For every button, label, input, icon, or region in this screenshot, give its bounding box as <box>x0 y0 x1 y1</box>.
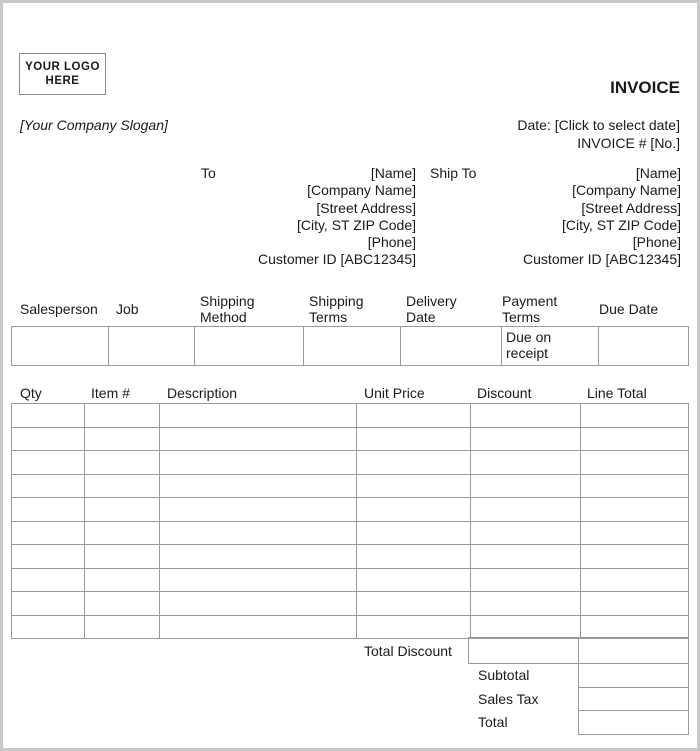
item-cell[interactable] <box>85 521 160 545</box>
due-date-cell[interactable] <box>599 327 689 366</box>
bill-to-street[interactable]: [Street Address] <box>316 199 416 216</box>
description-cell[interactable] <box>160 592 357 616</box>
table-row <box>12 427 689 451</box>
unit-price-cell[interactable] <box>357 404 471 428</box>
bill-to-customer-id[interactable]: Customer ID [ABC12345] <box>258 251 416 268</box>
discount-cell[interactable] <box>471 545 581 569</box>
table-row <box>12 521 689 545</box>
qty-cell[interactable] <box>12 427 85 451</box>
delivery-date-cell[interactable] <box>401 327 502 366</box>
item-cell[interactable] <box>85 568 160 592</box>
qty-cell[interactable] <box>12 568 85 592</box>
table-row <box>12 451 689 475</box>
header-salesperson: Salesperson <box>20 301 98 317</box>
total-discount-label: Total Discount <box>364 643 452 659</box>
qty-cell[interactable] <box>12 545 85 569</box>
discount-cell[interactable] <box>471 427 581 451</box>
line-total-cell[interactable] <box>581 592 689 616</box>
payment-terms-cell[interactable] <box>502 327 599 366</box>
description-cell[interactable] <box>160 615 357 639</box>
description-cell[interactable] <box>160 427 357 451</box>
item-cell[interactable] <box>85 427 160 451</box>
ship-to-name[interactable]: [Name] <box>635 165 681 181</box>
discount-cell[interactable] <box>471 451 581 475</box>
bill-to-phone[interactable]: [Phone] <box>367 234 416 251</box>
discount-cell[interactable] <box>471 615 581 639</box>
qty-cell[interactable] <box>12 451 85 475</box>
description-cell[interactable] <box>160 568 357 592</box>
ship-to-street[interactable]: [Street Address] <box>581 199 681 216</box>
unit-price-cell[interactable] <box>357 427 471 451</box>
salesperson-cell[interactable] <box>12 327 109 366</box>
item-cell[interactable] <box>85 498 160 522</box>
bill-to-label: To <box>201 165 216 181</box>
unit-price-cell[interactable] <box>357 451 471 475</box>
header-line-total: Line Total <box>587 385 647 401</box>
discount-cell[interactable] <box>471 568 581 592</box>
description-cell[interactable] <box>160 521 357 545</box>
subtotal-label: Subtotal <box>478 667 530 683</box>
line-total-cell[interactable] <box>581 498 689 522</box>
table-row <box>12 474 689 498</box>
sales-tax-label: Sales Tax <box>478 691 539 707</box>
shipping-terms-cell[interactable] <box>304 327 401 366</box>
unit-price-cell[interactable] <box>357 498 471 522</box>
summary-totals-table <box>578 663 689 735</box>
header-delivery-date: Delivery Date <box>406 293 457 325</box>
subtotal-cell[interactable] <box>579 664 689 688</box>
discount-cell[interactable] <box>471 404 581 428</box>
line-total-cell[interactable] <box>581 545 689 569</box>
total-discount-row <box>468 637 689 664</box>
date-field[interactable]: Date: [Click to select date] <box>517 117 680 133</box>
table-row <box>12 545 689 569</box>
header-description: Description <box>167 385 238 401</box>
table-row <box>12 592 689 616</box>
ship-to-address <box>500 165 681 269</box>
item-cell[interactable] <box>85 474 160 498</box>
line-items-table <box>11 403 689 639</box>
table-row <box>12 498 689 522</box>
order-details-table <box>11 326 689 366</box>
line-total-cell[interactable] <box>581 568 689 592</box>
bill-to-company[interactable]: [Company Name] <box>307 182 416 199</box>
company-slogan[interactable]: [Your Company Slogan] <box>20 117 168 133</box>
description-cell[interactable] <box>160 474 357 498</box>
qty-cell[interactable] <box>12 615 85 639</box>
line-total-cell[interactable] <box>581 404 689 428</box>
total-discount-cell[interactable] <box>469 638 579 664</box>
qty-cell[interactable] <box>12 404 85 428</box>
bill-to-city[interactable]: [City, ST ZIP Code] <box>296 216 416 233</box>
sales-tax-cell[interactable] <box>579 687 689 711</box>
header-shipping-method: Shipping Method <box>200 293 255 325</box>
ship-to-city[interactable]: [City, ST ZIP Code] <box>561 216 681 233</box>
header-job: Job <box>116 301 139 317</box>
item-cell[interactable] <box>85 545 160 569</box>
description-cell[interactable] <box>160 498 357 522</box>
table-row <box>12 404 689 428</box>
line-total-cell[interactable] <box>581 427 689 451</box>
bill-to-address <box>236 165 416 269</box>
unit-price-cell[interactable] <box>357 568 471 592</box>
line-total-cell[interactable] <box>581 615 689 639</box>
shipping-method-cell[interactable] <box>195 327 304 366</box>
qty-cell[interactable] <box>12 592 85 616</box>
unit-price-cell[interactable] <box>357 592 471 616</box>
discount-cell[interactable] <box>471 498 581 522</box>
bill-to-name[interactable]: [Name] <box>370 165 416 181</box>
ship-to-customer-id[interactable]: Customer ID [ABC12345] <box>523 251 681 268</box>
description-cell[interactable] <box>160 404 357 428</box>
invoice-number-field[interactable]: INVOICE # [No.] <box>577 135 680 151</box>
description-cell[interactable] <box>160 451 357 475</box>
qty-cell[interactable] <box>12 498 85 522</box>
item-cell[interactable] <box>85 451 160 475</box>
logo-placeholder[interactable]: YOUR LOGO HERE <box>19 53 106 95</box>
total-cell[interactable] <box>579 711 689 735</box>
header-payment-terms: Payment Terms <box>502 293 558 325</box>
discount-cell[interactable] <box>471 521 581 545</box>
total-discount-line-total-cell[interactable] <box>579 638 689 664</box>
item-cell[interactable] <box>85 404 160 428</box>
qty-cell[interactable] <box>12 521 85 545</box>
table-row <box>12 568 689 592</box>
header-item-number: Item # <box>91 385 130 401</box>
header-shipping-terms: Shipping Terms <box>309 293 364 325</box>
invoice-title: INVOICE <box>610 78 680 97</box>
header-discount: Discount <box>477 385 532 401</box>
payment-terms-value: Due on receipt <box>506 329 552 361</box>
line-total-cell[interactable] <box>581 474 689 498</box>
ship-to-label: Ship To <box>430 165 477 181</box>
discount-cell[interactable] <box>471 474 581 498</box>
ship-to-phone[interactable]: [Phone] <box>632 234 681 251</box>
ship-to-company[interactable]: [Company Name] <box>572 182 681 199</box>
header-qty: Qty <box>20 385 42 401</box>
qty-cell[interactable] <box>12 474 85 498</box>
item-cell[interactable] <box>85 615 160 639</box>
header-unit-price: Unit Price <box>364 385 425 401</box>
item-cell[interactable] <box>85 592 160 616</box>
total-label: Total <box>478 714 508 730</box>
unit-price-cell[interactable] <box>357 545 471 569</box>
line-total-cell[interactable] <box>581 521 689 545</box>
header-due-date: Due Date <box>599 301 659 317</box>
job-cell[interactable] <box>109 327 195 366</box>
unit-price-cell[interactable] <box>357 521 471 545</box>
line-total-cell[interactable] <box>581 451 689 475</box>
table-row <box>12 615 689 639</box>
unit-price-cell[interactable] <box>357 474 471 498</box>
discount-cell[interactable] <box>471 592 581 616</box>
description-cell[interactable] <box>160 545 357 569</box>
unit-price-cell[interactable] <box>357 615 471 639</box>
